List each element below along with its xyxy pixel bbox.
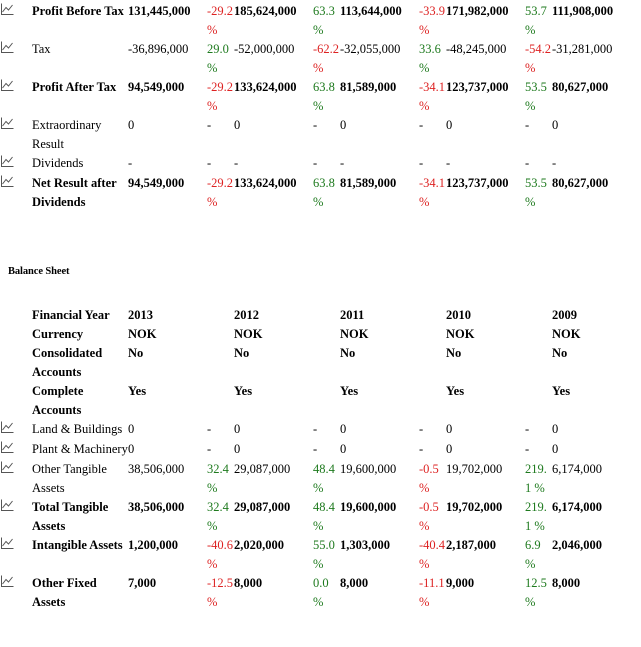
change-percent: - — [525, 118, 530, 132]
row-icon-cell — [0, 498, 32, 536]
value-cell: 123,737,000 — [446, 80, 509, 94]
change-percent: - — [207, 118, 212, 132]
change-percent: -34.1 % — [419, 176, 446, 209]
header-gap — [525, 382, 552, 420]
row-icon-cell — [0, 78, 32, 116]
header-value: NOK — [128, 327, 157, 341]
value-cell: 81,589,000 — [340, 176, 397, 190]
value-cell: - — [552, 156, 557, 170]
value-cell: 131,445,000 — [128, 4, 191, 18]
row-label: Intangible Assets — [32, 538, 123, 552]
chart-icon[interactable] — [0, 537, 14, 550]
row-label: Tax — [32, 42, 51, 56]
header-value: Yes — [552, 384, 571, 398]
value-cell: 2,020,000 — [234, 538, 284, 552]
header-value: Yes — [446, 384, 465, 398]
row-label: Land & Buildings — [32, 422, 123, 436]
value-cell: 29,087,000 — [234, 462, 291, 476]
table-row — [0, 420, 631, 440]
header-value: 2013 — [128, 308, 153, 322]
value-cell: 111,908,000 — [552, 4, 614, 18]
header-spacer — [0, 325, 32, 344]
header-value: NOK — [234, 327, 263, 341]
value-cell: 29,087,000 — [234, 500, 291, 514]
value-cell: 0 — [446, 422, 453, 436]
change-percent: - — [313, 118, 318, 132]
change-percent: - — [419, 156, 424, 170]
header-gap — [207, 325, 234, 344]
header-label: Consolidated Accounts — [32, 346, 103, 379]
chart-icon[interactable] — [0, 155, 14, 168]
table-row — [0, 116, 631, 154]
change-percent: - — [313, 442, 318, 456]
value-cell: 8,000 — [552, 576, 581, 590]
row-icon-cell — [0, 2, 32, 40]
value-cell: 0 — [234, 118, 241, 132]
change-percent: -29.2 % — [207, 80, 234, 113]
value-cell: 8,000 — [340, 576, 369, 590]
table-row — [0, 174, 631, 212]
change-percent: 63.8 % — [313, 80, 335, 113]
value-cell: 19,702,000 — [446, 500, 503, 514]
change-percent: 12.5 % — [525, 576, 547, 609]
header-row — [0, 306, 631, 325]
change-percent: 219.1 % — [525, 500, 547, 533]
header-value: Yes — [340, 384, 359, 398]
value-cell: -52,000,000 — [234, 42, 295, 56]
value-cell: 0 — [128, 118, 135, 132]
change-percent: 29.0 % — [207, 42, 229, 75]
header-gap — [207, 344, 234, 382]
row-icon-cell — [0, 420, 32, 440]
value-cell: 80,627,000 — [552, 176, 609, 190]
change-percent: 53.5 % — [525, 80, 547, 113]
change-percent: -29.2 % — [207, 4, 234, 37]
header-gap — [419, 344, 446, 382]
header-value: No — [128, 346, 144, 360]
header-gap — [207, 306, 234, 325]
profit-loss-table — [0, 2, 631, 212]
value-cell: 0 — [446, 118, 453, 132]
value-cell: - — [340, 156, 345, 170]
row-icon-cell — [0, 460, 32, 498]
change-percent: 6.9 % — [525, 538, 541, 571]
header-value: Yes — [128, 384, 147, 398]
header-spacer — [0, 306, 32, 325]
value-cell: 0 — [552, 442, 559, 456]
header-gap — [525, 344, 552, 382]
table-row — [0, 440, 631, 460]
change-percent: -62.2 % — [313, 42, 340, 75]
balance-sheet-title: Balance Sheet — [8, 266, 70, 277]
change-percent: - — [207, 442, 212, 456]
table-row — [0, 40, 631, 78]
header-spacer — [0, 382, 32, 420]
value-cell: 6,174,000 — [552, 462, 602, 476]
value-cell: 8,000 — [234, 576, 263, 590]
chart-icon[interactable] — [0, 461, 14, 474]
chart-icon[interactable] — [0, 3, 14, 16]
chart-icon[interactable] — [0, 117, 14, 130]
table-row — [0, 536, 631, 574]
header-value: NOK — [552, 327, 581, 341]
row-label: Profit After Tax — [32, 80, 117, 94]
value-cell: 19,600,000 — [340, 500, 397, 514]
change-percent: -0.5 % — [419, 462, 439, 495]
change-percent: -40.6 % — [207, 538, 234, 571]
header-gap — [313, 344, 340, 382]
value-cell: 0 — [552, 118, 559, 132]
table-row — [0, 498, 631, 536]
change-percent: 48.4 % — [313, 462, 335, 495]
value-cell: 1,200,000 — [128, 538, 178, 552]
change-percent: - — [419, 118, 424, 132]
change-percent: 0.0 % — [313, 576, 329, 609]
value-cell: 0 — [446, 442, 453, 456]
table-row — [0, 154, 631, 174]
change-percent: 53.5 % — [525, 176, 547, 209]
header-row — [0, 325, 631, 344]
change-percent: - — [313, 422, 318, 436]
header-gap — [525, 325, 552, 344]
row-icon-cell — [0, 536, 32, 574]
change-percent: 32.4 % — [207, 500, 229, 533]
table-row — [0, 574, 631, 612]
value-cell: 0 — [552, 422, 559, 436]
value-cell: 80,627,000 — [552, 80, 609, 94]
change-percent: 219.1 % — [525, 462, 547, 495]
change-percent: -12.5 % — [207, 576, 234, 609]
chart-icon[interactable] — [0, 575, 14, 588]
balance-sheet-table — [0, 306, 631, 612]
value-cell: 171,982,000 — [446, 4, 509, 18]
change-percent: - — [525, 422, 530, 436]
change-percent: - — [525, 442, 530, 456]
change-percent: 63.3 % — [313, 4, 335, 37]
value-cell: 133,624,000 — [234, 176, 297, 190]
change-percent: -11.1 % — [419, 576, 445, 609]
row-label: Plant & Machinery — [32, 442, 128, 456]
row-label: Other Tangible Assets — [32, 462, 107, 495]
header-value: 2009 — [552, 308, 577, 322]
value-cell: - — [128, 156, 133, 170]
chart-icon[interactable] — [0, 79, 14, 92]
value-cell: 9,000 — [446, 576, 475, 590]
header-label: Currency — [32, 327, 84, 341]
header-row — [0, 344, 631, 382]
value-cell: 38,506,000 — [128, 462, 185, 476]
change-percent: - — [207, 422, 212, 436]
value-cell: 185,624,000 — [234, 4, 297, 18]
value-cell: 7,000 — [128, 576, 157, 590]
value-cell: -32,055,000 — [340, 42, 401, 56]
header-gap — [419, 325, 446, 344]
change-percent: 55.0 % — [313, 538, 335, 571]
value-cell: -31,281,000 — [552, 42, 613, 56]
value-cell: 0 — [234, 442, 241, 456]
value-cell: 0 — [128, 442, 135, 456]
header-value: No — [552, 346, 568, 360]
row-label: Profit Before Tax — [32, 4, 124, 18]
header-value: Yes — [234, 384, 253, 398]
change-percent: -34.1 % — [419, 80, 446, 113]
change-percent: - — [207, 156, 212, 170]
row-icon-cell — [0, 116, 32, 154]
change-percent: - — [419, 422, 424, 436]
value-cell: 133,624,000 — [234, 80, 297, 94]
value-cell: 0 — [340, 422, 347, 436]
value-cell: 1,303,000 — [340, 538, 390, 552]
header-gap — [525, 306, 552, 325]
row-icon-cell — [0, 174, 32, 212]
value-cell: - — [446, 156, 451, 170]
change-percent: - — [313, 156, 318, 170]
change-percent: 33.6 % — [419, 42, 441, 75]
value-cell: 94,549,000 — [128, 176, 185, 190]
header-row — [0, 382, 631, 420]
value-cell: -36,896,000 — [128, 42, 189, 56]
header-value: 2010 — [446, 308, 471, 322]
chart-icon[interactable] — [0, 41, 14, 54]
row-icon-cell — [0, 574, 32, 612]
header-value: NOK — [446, 327, 475, 341]
table-row — [0, 460, 631, 498]
header-gap — [313, 306, 340, 325]
value-cell: 0 — [234, 422, 241, 436]
chart-icon[interactable] — [0, 499, 14, 512]
value-cell: 0 — [128, 422, 135, 436]
value-cell: 2,187,000 — [446, 538, 496, 552]
value-cell: 6,174,000 — [552, 500, 602, 514]
change-percent: -29.2 % — [207, 176, 234, 209]
value-cell: - — [234, 156, 239, 170]
row-label: Dividends — [32, 156, 84, 170]
change-percent: - — [419, 442, 424, 456]
header-value: No — [234, 346, 250, 360]
row-icon-cell — [0, 40, 32, 78]
row-icon-cell — [0, 440, 32, 460]
header-gap — [419, 306, 446, 325]
chart-icon[interactable] — [0, 175, 14, 188]
value-cell: 19,702,000 — [446, 462, 503, 476]
header-label: Complete Accounts — [32, 384, 84, 417]
row-label: Total Tangible Assets — [32, 500, 109, 533]
change-percent: 48.4 % — [313, 500, 335, 533]
row-label: Extraordinary Result — [32, 118, 102, 151]
header-label: Financial Year — [32, 308, 110, 322]
header-value: 2012 — [234, 308, 259, 322]
value-cell: 123,737,000 — [446, 176, 509, 190]
change-percent: 53.7 % — [525, 4, 547, 37]
chart-icon[interactable] — [0, 421, 14, 434]
table-row — [0, 78, 631, 116]
header-value: No — [340, 346, 356, 360]
value-cell: 38,506,000 — [128, 500, 185, 514]
change-percent: -54.2 % — [525, 42, 552, 75]
value-cell: 0 — [340, 118, 347, 132]
row-icon-cell — [0, 154, 32, 174]
value-cell: 0 — [340, 442, 347, 456]
header-value: 2011 — [340, 308, 365, 322]
value-cell: 113,644,000 — [340, 4, 402, 18]
change-percent: 63.8 % — [313, 176, 335, 209]
header-gap — [207, 382, 234, 420]
row-label: Other Fixed Assets — [32, 576, 97, 609]
change-percent: -0.5 % — [419, 500, 439, 533]
header-value: No — [446, 346, 462, 360]
change-percent: -40.4 % — [419, 538, 446, 571]
change-percent: - — [525, 156, 530, 170]
value-cell: 81,589,000 — [340, 80, 397, 94]
chart-icon[interactable] — [0, 441, 14, 454]
value-cell: 19,600,000 — [340, 462, 397, 476]
header-spacer — [0, 344, 32, 382]
header-gap — [313, 325, 340, 344]
header-gap — [419, 382, 446, 420]
value-cell: -48,245,000 — [446, 42, 507, 56]
header-value: NOK — [340, 327, 369, 341]
value-cell: 94,549,000 — [128, 80, 185, 94]
row-label: Net Result after Dividends — [32, 176, 117, 209]
table-row — [0, 2, 631, 40]
header-gap — [313, 382, 340, 420]
change-percent: -33.9 % — [419, 4, 446, 37]
value-cell: 2,046,000 — [552, 538, 602, 552]
change-percent: 32.4 % — [207, 462, 229, 495]
